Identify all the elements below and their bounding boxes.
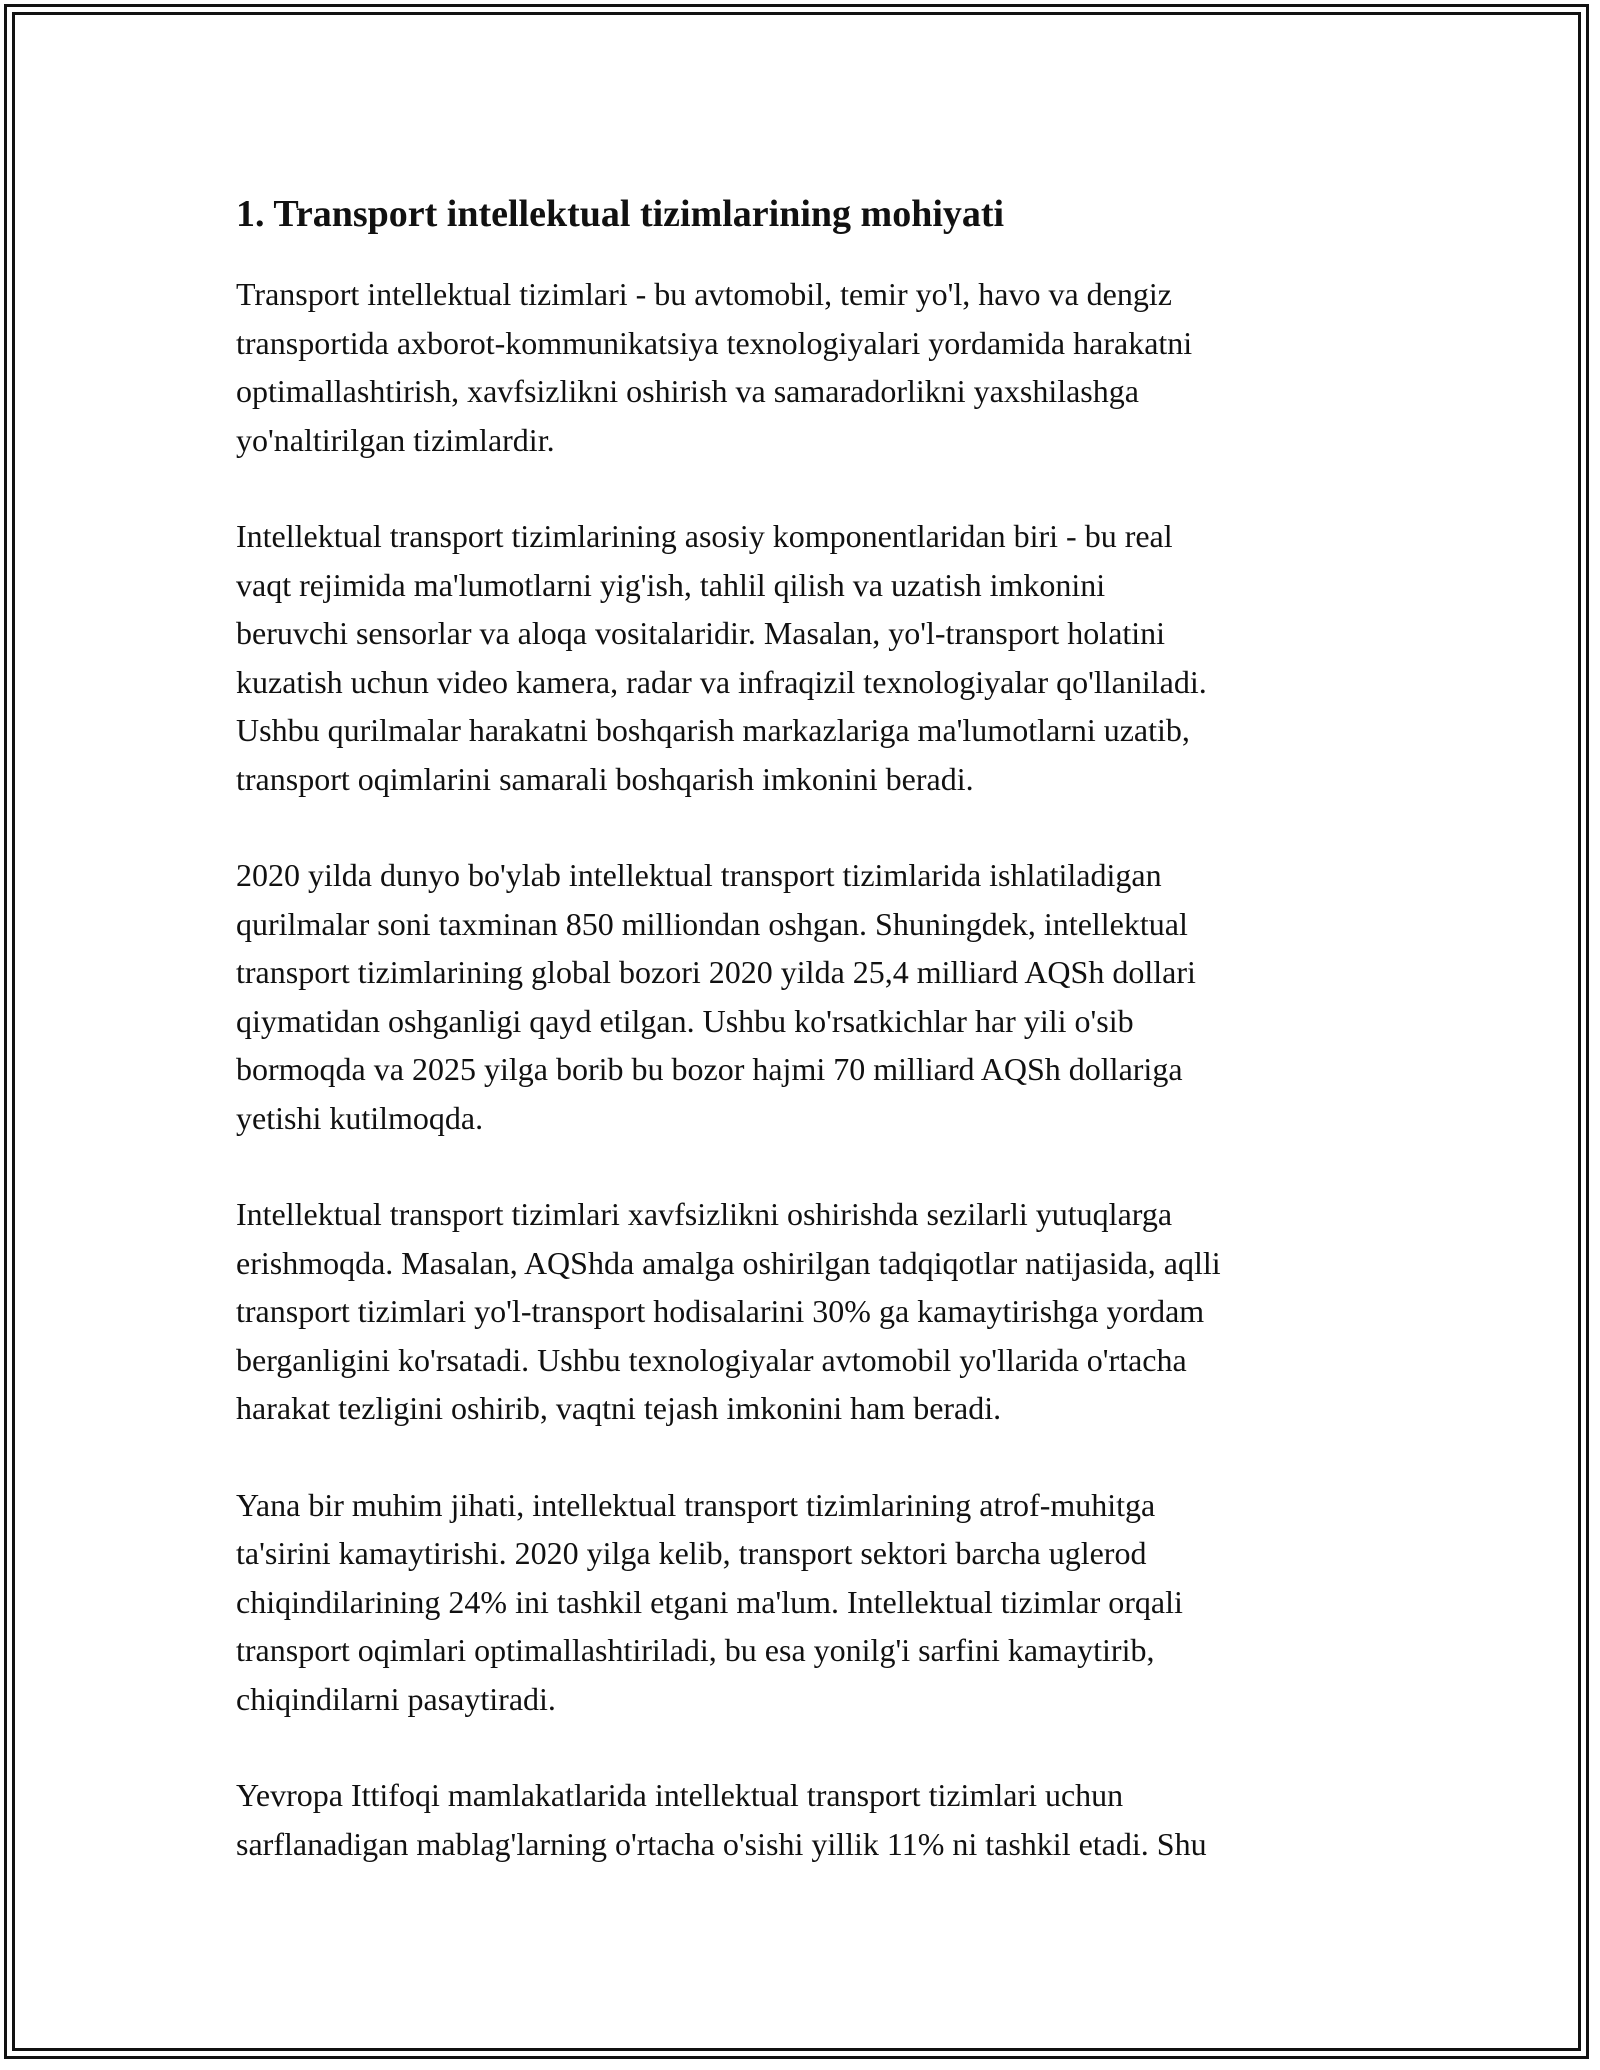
text-line: berganligini ko'rsatadi. Ushbu texnologiyalar avtomobil yo'llarida o'rtacha	[236, 1341, 1187, 1378]
text-line: transport tizimlarining global bozori 2020 yilda 25,4 milliard AQSh dollari	[236, 954, 1196, 990]
text-line: transportida axborot-kommunikatsiya texnologiyalari yordamida harakatni	[236, 324, 1193, 361]
text-line: yetishi kutilmoqda.	[236, 1099, 484, 1136]
text-line: erishmoqda. Masalan, AQShda amalga oshirilgan tadqiqotlar natijasida, aqlli	[236, 1244, 1221, 1281]
text-line: Intellektual transport tizimlarining asosiy komponentlaridan biri - bu real	[236, 518, 1173, 554]
text-line: beruvchi sensorlar va aloqa vositalaridir. Masalan, yo'l-transport holatini	[236, 615, 1166, 651]
text-line: Yana bir muhim jihati, intellektual transport tizimlarining atrof-muhitga	[236, 1486, 1156, 1523]
paragraph-5	[236, 1481, 1366, 1724]
text-line: Yevropa Ittifoqi mamlakatlarida intellektual transport tizimlari uchun	[236, 1777, 1124, 1813]
document-body	[236, 184, 1366, 1916]
paragraph-3	[236, 851, 1366, 1142]
text-line: transport oqimlarini samarali boshqarish imkonini beradi.	[236, 760, 974, 797]
text-line: chiqindilarni pasaytiradi.	[236, 1680, 556, 1717]
text-line: qurilmalar soni taxminan 850 milliondan oshgan. Shuningdek, intellektual	[236, 905, 1188, 942]
text-line: Intellektual transport tizimlari xavfsizlikni oshirishda sezilarli yutuqlarga	[236, 1196, 1173, 1232]
text-line: harakat tezligini oshirib, vaqtni tejash imkonini ham beradi.	[236, 1390, 1002, 1426]
text-line: yo'naltirilgan tizimlardir.	[236, 421, 555, 458]
text-line: optimallashtirish, xavfsizlikni oshirish va samaradorlikni yaxshilashga	[236, 373, 1139, 409]
text-line: chiqindilarining 24% ini tashkil etgani ma'lum. Intellektual tizimlar orqali	[236, 1583, 1183, 1620]
text-line: qiymatidan oshganligi qayd etilgan. Ushbu ko'rsatkichlar har yili o'sib	[236, 1002, 1134, 1039]
text-line: transport tizimlari yo'l-transport hodisalarini 30% ga kamaytirishga yordam	[236, 1293, 1205, 1329]
text-line: vaqt rejimida ma'lumotlarni yig'ish, tahlil qilish va uzatish imkonini	[236, 566, 1106, 603]
paragraph-4	[236, 1190, 1366, 1433]
paragraph-6	[236, 1771, 1366, 1868]
text-line: 2020 yilda dunyo bo'ylab intellektual transport tizimlarida ishlatiladigan	[236, 857, 1162, 893]
text-line: sarflanadigan mablag'larning o'rtacha o'sishi yillik 11% ni tashkil etadi. Shu	[236, 1825, 1207, 1862]
text-line: transport oqimlari optimallashtiriladi, bu esa yonilg'i sarfini kamaytirib,	[236, 1632, 1155, 1668]
paragraph-1	[236, 270, 1366, 464]
text-line: bormoqda va 2025 yilga borib bu bozor hajmi 70 milliard AQSh dollariga	[236, 1051, 1183, 1087]
section-heading: 1. Transport intellektual tizimlarining mohiyati	[236, 193, 1005, 235]
text-line: kuzatish uchun video kamera, radar va infraqizil texnologiyalar qo'llaniladi.	[236, 663, 1207, 700]
text-line: ta'sirini kamaytirishi. 2020 yilga kelib, transport sektori barcha uglerod	[236, 1535, 1147, 1571]
paragraph-2	[236, 512, 1366, 803]
text-line: Transport intellektual tizimlari - bu avtomobil, temir yo'l, havo va dengiz	[236, 276, 1172, 312]
text-line: Ushbu qurilmalar harakatni boshqarish markazlariga ma'lumotlarni uzatib,	[236, 712, 1190, 748]
